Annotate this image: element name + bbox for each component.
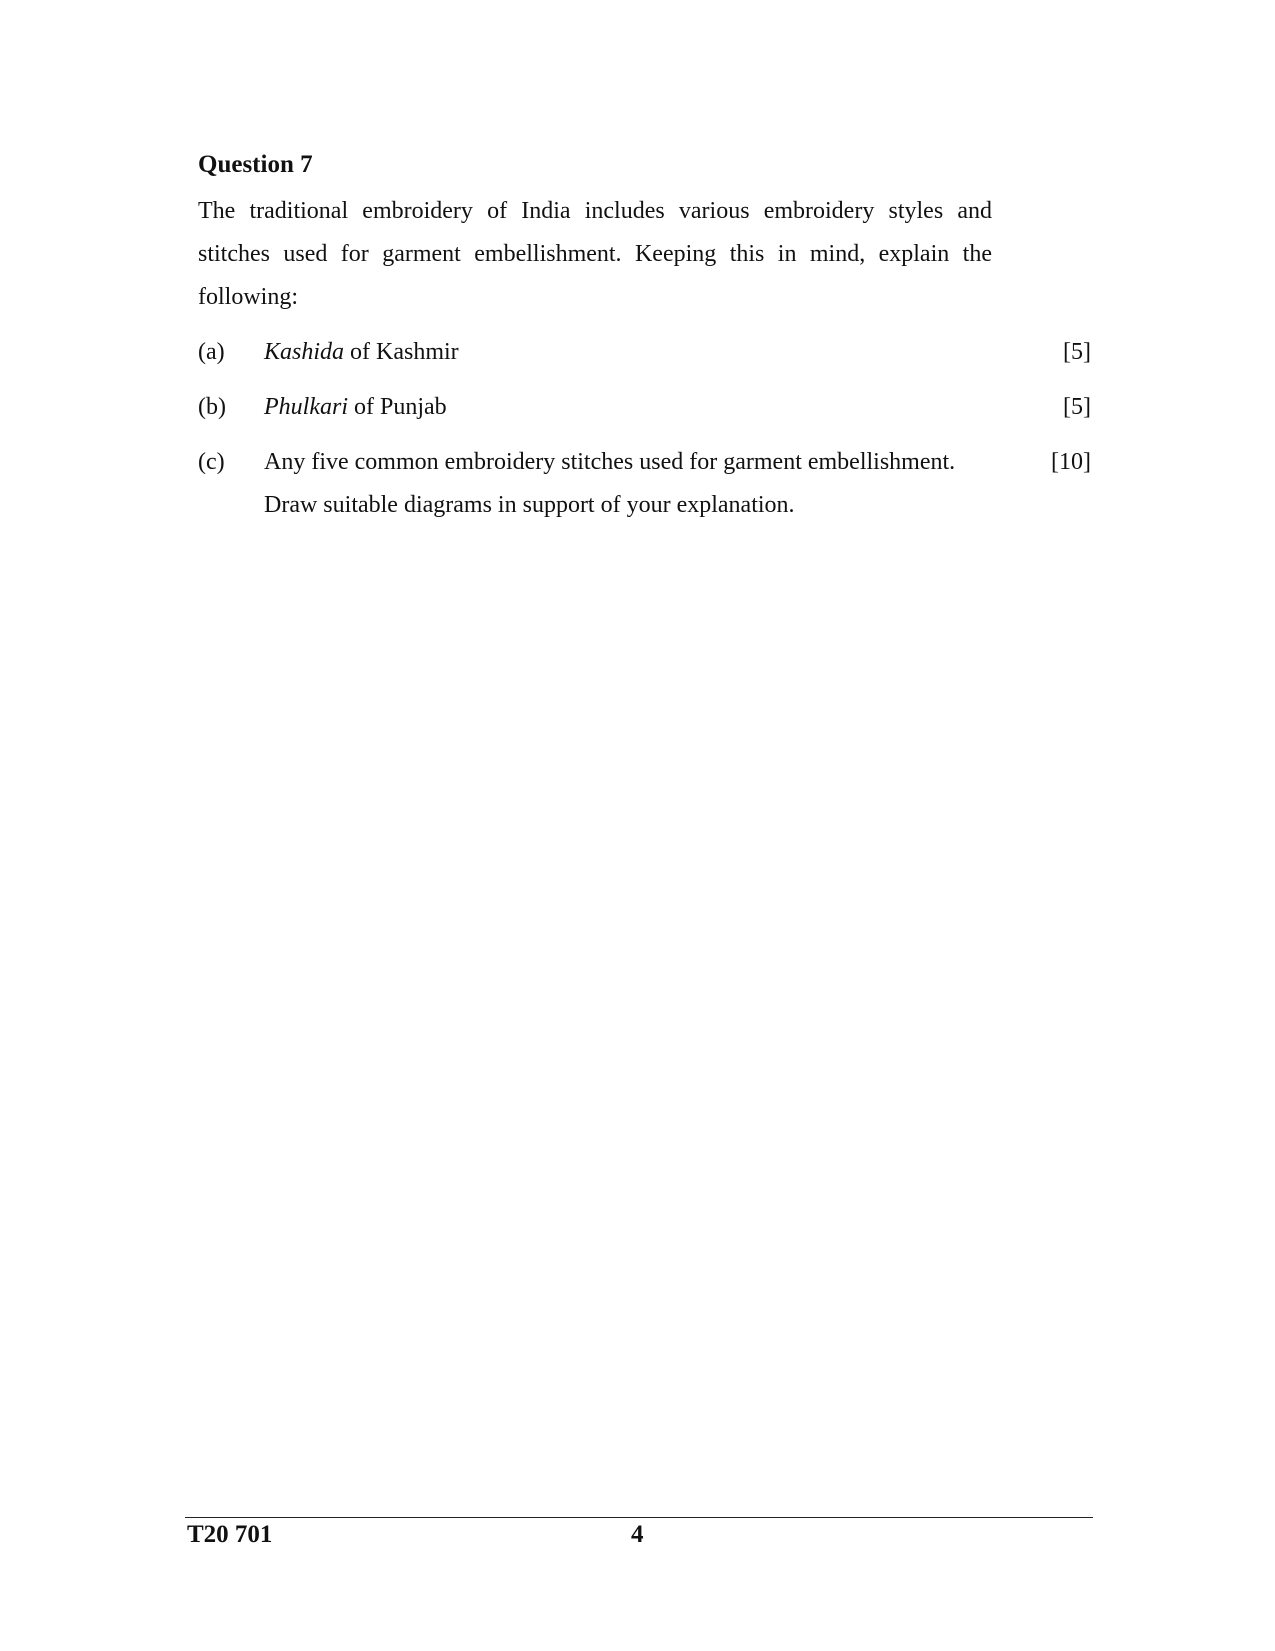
part-b-label: (b) [198,394,226,420]
part-b [198,386,1091,429]
part-a-rest: of Kashmir [344,339,459,365]
part-b-marks: [5] [1063,394,1091,420]
question-intro: The traditional embroidery of India includes various embroidery styles and stitches used for garment embellishment. Keeping this in mind, explain the following: [198,198,992,310]
part-b-rest: of Punjab [348,394,447,420]
part-c-label: (c) [198,449,225,475]
question-heading: Question 7 [198,151,313,178]
part-a-text [264,331,992,374]
paper-code: T20 701 [187,1521,273,1548]
part-c-line2: Draw suitable diagrams in support of your explanation. [264,492,795,518]
part-a-term: Kashida [264,339,345,365]
exam-page-content [198,148,1091,539]
page-number: 4 [631,1521,644,1548]
part-c-line1: Any five common embroidery stitches used for garment embellishment. [264,449,956,475]
part-b-term: Phulkari [264,394,348,420]
part-b-text [264,386,992,429]
part-c-marks: [10] [1051,449,1091,475]
question-parts [198,331,1091,527]
part-a-label: (a) [198,339,225,365]
part-a [198,331,1091,374]
part-a-marks: [5] [1063,339,1091,365]
part-c [198,441,1091,527]
part-c-text [264,441,992,527]
